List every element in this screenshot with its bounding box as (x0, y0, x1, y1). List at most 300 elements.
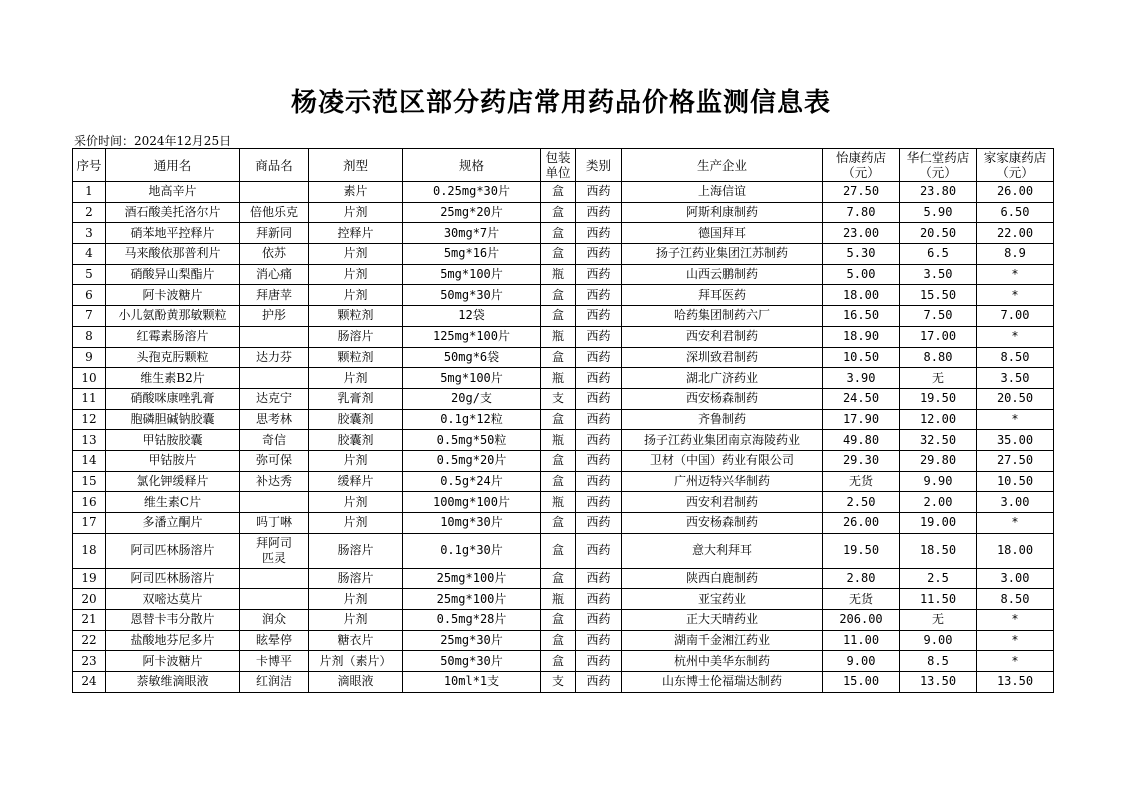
cell-pack-unit: 盒 (541, 651, 576, 672)
cell-price-yikang: 无货 (823, 471, 900, 492)
cell-category: 西药 (576, 244, 622, 265)
cell-pack-unit: 盒 (541, 630, 576, 651)
header-price-yikang-line1: 怡康药店 (835, 150, 886, 165)
table-row (73, 471, 1054, 492)
cell-price-huarentang: 12.00 (900, 409, 977, 430)
cell-no: 19 (73, 568, 106, 589)
cell-manufacturer: 湖北广济药业 (622, 368, 823, 389)
cell-manufacturer: 扬子江药业集团南京海陵药业 (622, 430, 823, 451)
cell-generic-name: 马来酸依那普利片 (106, 244, 240, 265)
cell-generic-name: 小儿氨酚黄那敏颗粒 (106, 306, 240, 327)
table-row (73, 285, 1054, 306)
cell-generic-name: 地高辛片 (106, 182, 240, 203)
cell-price-yikang: 5.30 (823, 244, 900, 265)
cell-no: 7 (73, 306, 106, 327)
cell-no: 24 (73, 672, 106, 693)
table-row (73, 513, 1054, 534)
cell-brand-name (240, 182, 309, 203)
cell-category: 西药 (576, 409, 622, 430)
table-row (73, 672, 1054, 693)
cell-brand-name: 消心痛 (240, 264, 309, 285)
cell-price-huarentang: 17.00 (900, 326, 977, 347)
header-generic-name: 通用名 (106, 149, 240, 182)
cell-brand-name: 奇信 (240, 430, 309, 451)
cell-price-jiajiakang: 6.50 (977, 202, 1054, 223)
cell-price-huarentang: 8.5 (900, 651, 977, 672)
cell-brand-name: 护彤 (240, 306, 309, 327)
cell-price-jiajiakang: 3.50 (977, 368, 1054, 389)
cell-price-jiajiakang: 35.00 (977, 430, 1054, 451)
cell-generic-name: 氯化钾缓释片 (106, 471, 240, 492)
cell-brand-name: 卡博平 (240, 651, 309, 672)
header-price-jiajiakang-line2: （元） (996, 165, 1034, 180)
table-row (73, 651, 1054, 672)
header-category: 类别 (576, 149, 622, 182)
cell-generic-name: 盐酸地芬尼多片 (106, 630, 240, 651)
cell-pack-unit: 盒 (541, 471, 576, 492)
cell-category: 西药 (576, 388, 622, 409)
cell-manufacturer: 广州迈特兴华制药 (622, 471, 823, 492)
cell-dosage-form: 肠溶片 (309, 326, 403, 347)
cell-price-jiajiakang: 10.50 (977, 471, 1054, 492)
cell-dosage-form: 片剂 (309, 492, 403, 513)
cell-category: 西药 (576, 651, 622, 672)
table-row (73, 610, 1054, 631)
cell-category: 西药 (576, 285, 622, 306)
cell-spec: 0.5mg*20片 (403, 450, 541, 471)
cell-brand-name: 依苏 (240, 244, 309, 265)
cell-no: 12 (73, 409, 106, 430)
cell-price-huarentang: 无 (900, 368, 977, 389)
price-date: 采价时间：2024年12月25日 (74, 134, 232, 148)
cell-price-yikang: 29.30 (823, 450, 900, 471)
cell-price-yikang: 无货 (823, 589, 900, 610)
cell-price-huarentang: 32.50 (900, 430, 977, 451)
cell-dosage-form: 缓释片 (309, 471, 403, 492)
cell-price-yikang: 11.00 (823, 630, 900, 651)
cell-generic-name: 阿司匹林肠溶片 (106, 568, 240, 589)
cell-generic-name: 硝酸咪康唑乳膏 (106, 388, 240, 409)
cell-price-jiajiakang: 13.50 (977, 672, 1054, 693)
cell-category: 西药 (576, 347, 622, 368)
cell-category: 西药 (576, 589, 622, 610)
cell-price-jiajiakang: * (977, 513, 1054, 534)
cell-generic-name: 维生素C片 (106, 492, 240, 513)
header-price-huarentang-line2: （元） (919, 165, 957, 180)
cell-generic-name: 甲钴胺片 (106, 450, 240, 471)
header-dosage-form: 剂型 (309, 149, 403, 182)
cell-category: 西药 (576, 368, 622, 389)
header-spec: 规格 (403, 149, 541, 182)
cell-spec: 50mg*30片 (403, 651, 541, 672)
cell-no: 4 (73, 244, 106, 265)
cell-price-huarentang: 29.80 (900, 450, 977, 471)
cell-spec: 25mg*100片 (403, 589, 541, 610)
cell-no: 20 (73, 589, 106, 610)
header-price-huarentang-line1: 华仁堂药店 (906, 150, 970, 165)
header-manufacturer: 生产企业 (622, 149, 823, 182)
cell-dosage-form: 片剂 (309, 202, 403, 223)
cell-spec: 25mg*20片 (403, 202, 541, 223)
cell-spec: 0.5g*24片 (403, 471, 541, 492)
cell-dosage-form: 片剂 (309, 589, 403, 610)
cell-dosage-form: 滴眼液 (309, 672, 403, 693)
cell-dosage-form: 乳膏剂 (309, 388, 403, 409)
cell-generic-name: 红霉素肠溶片 (106, 326, 240, 347)
cell-no: 10 (73, 368, 106, 389)
cell-price-huarentang: 7.50 (900, 306, 977, 327)
cell-no: 17 (73, 513, 106, 534)
cell-brand-name: 拜唐苹 (240, 285, 309, 306)
cell-brand-name (240, 533, 309, 568)
cell-dosage-form: 片剂 (309, 285, 403, 306)
cell-manufacturer: 意大利拜耳 (622, 533, 823, 568)
cell-price-jiajiakang: * (977, 651, 1054, 672)
cell-no: 2 (73, 202, 106, 223)
cell-price-huarentang: 无 (900, 610, 977, 631)
cell-pack-unit: 瓶 (541, 264, 576, 285)
cell-price-huarentang: 20.50 (900, 223, 977, 244)
cell-brand-name: 红润洁 (240, 672, 309, 693)
cell-price-huarentang: 6.5 (900, 244, 977, 265)
cell-price-jiajiakang: * (977, 326, 1054, 347)
cell-manufacturer: 上海信谊 (622, 182, 823, 203)
header-price-jiajiakang-line1: 家家康药店 (983, 150, 1047, 165)
cell-price-yikang: 2.50 (823, 492, 900, 513)
cell-price-yikang: 18.00 (823, 285, 900, 306)
cell-generic-name: 多潘立酮片 (106, 513, 240, 534)
table-row (73, 630, 1054, 651)
cell-brand-name (240, 492, 309, 513)
cell-no: 16 (73, 492, 106, 513)
cell-price-yikang: 24.50 (823, 388, 900, 409)
cell-price-yikang: 27.50 (823, 182, 900, 203)
cell-dosage-form: 片剂（素片） (309, 651, 403, 672)
cell-pack-unit: 盒 (541, 285, 576, 306)
header-brand-name: 商品名 (240, 149, 309, 182)
cell-spec: 100mg*100片 (403, 492, 541, 513)
cell-manufacturer: 德国拜耳 (622, 223, 823, 244)
cell-manufacturer: 哈药集团制药六厂 (622, 306, 823, 327)
cell-price-yikang: 10.50 (823, 347, 900, 368)
table-row (73, 306, 1054, 327)
cell-spec: 20g/支 (403, 388, 541, 409)
header-price-jiajiakang (977, 149, 1054, 182)
cell-pack-unit: 瓶 (541, 589, 576, 610)
cell-dosage-form: 胶囊剂 (309, 430, 403, 451)
table-row (73, 326, 1054, 347)
cell-pack-unit: 瓶 (541, 492, 576, 513)
cell-price-jiajiakang: 3.00 (977, 492, 1054, 513)
cell-price-huarentang: 19.00 (900, 513, 977, 534)
cell-price-jiajiakang: 20.50 (977, 388, 1054, 409)
cell-spec: 50mg*6袋 (403, 347, 541, 368)
cell-price-jiajiakang: 27.50 (977, 450, 1054, 471)
cell-pack-unit: 盒 (541, 223, 576, 244)
page-title: 杨凌示范区部分药店常用药品价格监测信息表 (290, 88, 831, 118)
cell-manufacturer: 山东博士伦福瑞达制药 (622, 672, 823, 693)
cell-price-yikang: 9.00 (823, 651, 900, 672)
cell-price-huarentang: 8.80 (900, 347, 977, 368)
cell-no: 18 (73, 533, 106, 568)
cell-price-yikang: 2.80 (823, 568, 900, 589)
cell-no: 3 (73, 223, 106, 244)
cell-manufacturer: 陕西白鹿制药 (622, 568, 823, 589)
cell-generic-name: 阿卡波糖片 (106, 285, 240, 306)
cell-brand-name: 达力芬 (240, 347, 309, 368)
cell-price-yikang: 19.50 (823, 533, 900, 568)
cell-price-jiajiakang: * (977, 409, 1054, 430)
cell-price-huarentang: 2.00 (900, 492, 977, 513)
cell-manufacturer: 西安杨森制药 (622, 513, 823, 534)
cell-price-yikang: 23.00 (823, 223, 900, 244)
cell-spec: 125mg*100片 (403, 326, 541, 347)
cell-category: 西药 (576, 610, 622, 631)
cell-price-huarentang: 19.50 (900, 388, 977, 409)
cell-generic-name: 甲钴胺胶囊 (106, 430, 240, 451)
table-row (73, 264, 1054, 285)
header-pack-unit-line1: 包装 (545, 150, 571, 165)
cell-dosage-form: 片剂 (309, 450, 403, 471)
table-row (73, 182, 1054, 203)
cell-price-jiajiakang: 3.00 (977, 568, 1054, 589)
cell-generic-name: 胞磷胆碱钠胶囊 (106, 409, 240, 430)
cell-spec: 12袋 (403, 306, 541, 327)
cell-no: 5 (73, 264, 106, 285)
cell-brand-name-line2: 匹灵 (261, 550, 286, 565)
cell-manufacturer: 山西云鹏制药 (622, 264, 823, 285)
cell-pack-unit: 盒 (541, 409, 576, 430)
cell-dosage-form: 颗粒剂 (309, 347, 403, 368)
cell-price-yikang: 26.00 (823, 513, 900, 534)
cell-price-huarentang: 13.50 (900, 672, 977, 693)
cell-manufacturer: 亚宝药业 (622, 589, 823, 610)
cell-manufacturer: 拜耳医药 (622, 285, 823, 306)
cell-price-huarentang: 2.5 (900, 568, 977, 589)
cell-price-jiajiakang: 7.00 (977, 306, 1054, 327)
cell-price-yikang: 16.50 (823, 306, 900, 327)
cell-pack-unit: 盒 (541, 244, 576, 265)
cell-price-jiajiakang: 8.50 (977, 589, 1054, 610)
cell-manufacturer: 卫材（中国）药业有限公司 (622, 450, 823, 471)
cell-pack-unit: 盒 (541, 182, 576, 203)
cell-generic-name: 硝苯地平控释片 (106, 223, 240, 244)
cell-brand-name (240, 326, 309, 347)
cell-dosage-form: 素片 (309, 182, 403, 203)
cell-price-jiajiakang: * (977, 610, 1054, 631)
cell-generic-name: 萘敏维滴眼液 (106, 672, 240, 693)
header-price-huarentang (900, 149, 977, 182)
cell-brand-name: 吗丁啉 (240, 513, 309, 534)
cell-price-huarentang: 5.90 (900, 202, 977, 223)
cell-price-jiajiakang: 26.00 (977, 182, 1054, 203)
cell-pack-unit: 盒 (541, 513, 576, 534)
header-price-yikang-line2: （元） (842, 165, 880, 180)
cell-no: 6 (73, 285, 106, 306)
cell-category: 西药 (576, 450, 622, 471)
cell-dosage-form: 颗粒剂 (309, 306, 403, 327)
cell-category: 西药 (576, 202, 622, 223)
cell-spec: 25mg*100片 (403, 568, 541, 589)
table-row (73, 450, 1054, 471)
cell-category: 西药 (576, 533, 622, 568)
cell-manufacturer: 湖南千金湘江药业 (622, 630, 823, 651)
cell-no: 1 (73, 182, 106, 203)
cell-price-huarentang: 15.50 (900, 285, 977, 306)
cell-no: 23 (73, 651, 106, 672)
cell-category: 西药 (576, 306, 622, 327)
cell-manufacturer: 深圳致君制药 (622, 347, 823, 368)
cell-pack-unit: 盒 (541, 610, 576, 631)
cell-dosage-form: 片剂 (309, 368, 403, 389)
cell-price-jiajiakang: 22.00 (977, 223, 1054, 244)
cell-spec: 5mg*100片 (403, 368, 541, 389)
cell-spec: 25mg*30片 (403, 630, 541, 651)
cell-brand-name: 补达秀 (240, 471, 309, 492)
cell-spec: 30mg*7片 (403, 223, 541, 244)
cell-generic-name: 阿卡波糖片 (106, 651, 240, 672)
cell-brand-name: 达克宁 (240, 388, 309, 409)
cell-generic-name: 恩替卡韦分散片 (106, 610, 240, 631)
cell-spec: 0.1g*30片 (403, 533, 541, 568)
cell-dosage-form: 肠溶片 (309, 533, 403, 568)
cell-generic-name: 维生素B2片 (106, 368, 240, 389)
cell-category: 西药 (576, 182, 622, 203)
cell-generic-name: 双嘧达莫片 (106, 589, 240, 610)
cell-pack-unit: 盒 (541, 347, 576, 368)
cell-price-huarentang: 18.50 (900, 533, 977, 568)
cell-brand-name: 拜新同 (240, 223, 309, 244)
cell-price-jiajiakang: 8.50 (977, 347, 1054, 368)
cell-price-jiajiakang: * (977, 630, 1054, 651)
header-pack-unit (541, 149, 576, 182)
table-row (73, 409, 1054, 430)
cell-brand-name-line1: 拜阿司 (255, 535, 292, 550)
cell-manufacturer: 西安杨森制药 (622, 388, 823, 409)
cell-category: 西药 (576, 513, 622, 534)
cell-brand-name: 弥可保 (240, 450, 309, 471)
cell-manufacturer: 西安利君制药 (622, 492, 823, 513)
table-row (73, 492, 1054, 513)
cell-category: 西药 (576, 223, 622, 244)
cell-brand-name: 思考林 (240, 409, 309, 430)
cell-pack-unit: 瓶 (541, 430, 576, 451)
cell-generic-name: 硝酸异山梨酯片 (106, 264, 240, 285)
cell-pack-unit: 支 (541, 672, 576, 693)
cell-no: 21 (73, 610, 106, 631)
header-price-yikang (823, 149, 900, 182)
cell-price-huarentang: 9.00 (900, 630, 977, 651)
cell-price-yikang: 7.80 (823, 202, 900, 223)
cell-category: 西药 (576, 672, 622, 693)
cell-manufacturer: 齐鲁制药 (622, 409, 823, 430)
cell-dosage-form: 控释片 (309, 223, 403, 244)
cell-pack-unit: 支 (541, 388, 576, 409)
cell-price-yikang: 17.90 (823, 409, 900, 430)
cell-spec: 10mg*30片 (403, 513, 541, 534)
cell-category: 西药 (576, 630, 622, 651)
cell-price-yikang: 15.00 (823, 672, 900, 693)
cell-spec: 0.1g*12粒 (403, 409, 541, 430)
cell-manufacturer: 扬子江药业集团江苏制药 (622, 244, 823, 265)
cell-spec: 5mg*100片 (403, 264, 541, 285)
table-row (73, 430, 1054, 451)
cell-manufacturer: 阿斯利康制药 (622, 202, 823, 223)
cell-generic-name: 酒石酸美托洛尔片 (106, 202, 240, 223)
cell-brand-name (240, 568, 309, 589)
table-row (73, 568, 1054, 589)
cell-brand-name: 眩晕停 (240, 630, 309, 651)
cell-price-yikang: 5.00 (823, 264, 900, 285)
cell-price-huarentang: 23.80 (900, 182, 977, 203)
cell-no: 22 (73, 630, 106, 651)
table-row (73, 347, 1054, 368)
cell-spec: 50mg*30片 (403, 285, 541, 306)
cell-price-huarentang: 11.50 (900, 589, 977, 610)
header-pack-unit-line2: 单位 (545, 165, 571, 180)
cell-generic-name: 阿司匹林肠溶片 (106, 533, 240, 568)
cell-category: 西药 (576, 568, 622, 589)
price-table (72, 148, 1054, 693)
cell-category: 西药 (576, 471, 622, 492)
cell-category: 西药 (576, 430, 622, 451)
table-row (73, 244, 1054, 265)
cell-pack-unit: 瓶 (541, 326, 576, 347)
cell-dosage-form: 胶囊剂 (309, 409, 403, 430)
cell-no: 15 (73, 471, 106, 492)
cell-no: 13 (73, 430, 106, 451)
cell-price-yikang: 18.90 (823, 326, 900, 347)
cell-category: 西药 (576, 492, 622, 513)
table-row (73, 368, 1054, 389)
cell-dosage-form: 片剂 (309, 610, 403, 631)
table-row (73, 202, 1054, 223)
cell-no: 9 (73, 347, 106, 368)
cell-brand-name (240, 589, 309, 610)
header-no: 序号 (73, 149, 106, 182)
table-header-row (73, 149, 1054, 182)
cell-price-huarentang: 9.90 (900, 471, 977, 492)
cell-manufacturer: 西安利君制药 (622, 326, 823, 347)
cell-no: 11 (73, 388, 106, 409)
cell-category: 西药 (576, 264, 622, 285)
table-row (73, 589, 1054, 610)
cell-spec: 0.25mg*30片 (403, 182, 541, 203)
cell-dosage-form: 片剂 (309, 264, 403, 285)
cell-spec: 10ml*1支 (403, 672, 541, 693)
cell-price-jiajiakang: * (977, 285, 1054, 306)
cell-pack-unit: 瓶 (541, 368, 576, 389)
cell-pack-unit: 盒 (541, 450, 576, 471)
table-row (73, 223, 1054, 244)
cell-price-jiajiakang: 18.00 (977, 533, 1054, 568)
table-row (73, 388, 1054, 409)
cell-dosage-form: 肠溶片 (309, 568, 403, 589)
cell-no: 14 (73, 450, 106, 471)
cell-spec: 5mg*16片 (403, 244, 541, 265)
cell-category: 西药 (576, 326, 622, 347)
cell-brand-name (240, 368, 309, 389)
table-row (73, 533, 1054, 568)
cell-spec: 0.5mg*28片 (403, 610, 541, 631)
cell-pack-unit: 盒 (541, 533, 576, 568)
cell-price-jiajiakang: * (977, 264, 1054, 285)
cell-manufacturer: 正大天晴药业 (622, 610, 823, 631)
cell-pack-unit: 盒 (541, 568, 576, 589)
cell-price-yikang: 206.00 (823, 610, 900, 631)
cell-pack-unit: 盒 (541, 306, 576, 327)
cell-price-huarentang: 3.50 (900, 264, 977, 285)
